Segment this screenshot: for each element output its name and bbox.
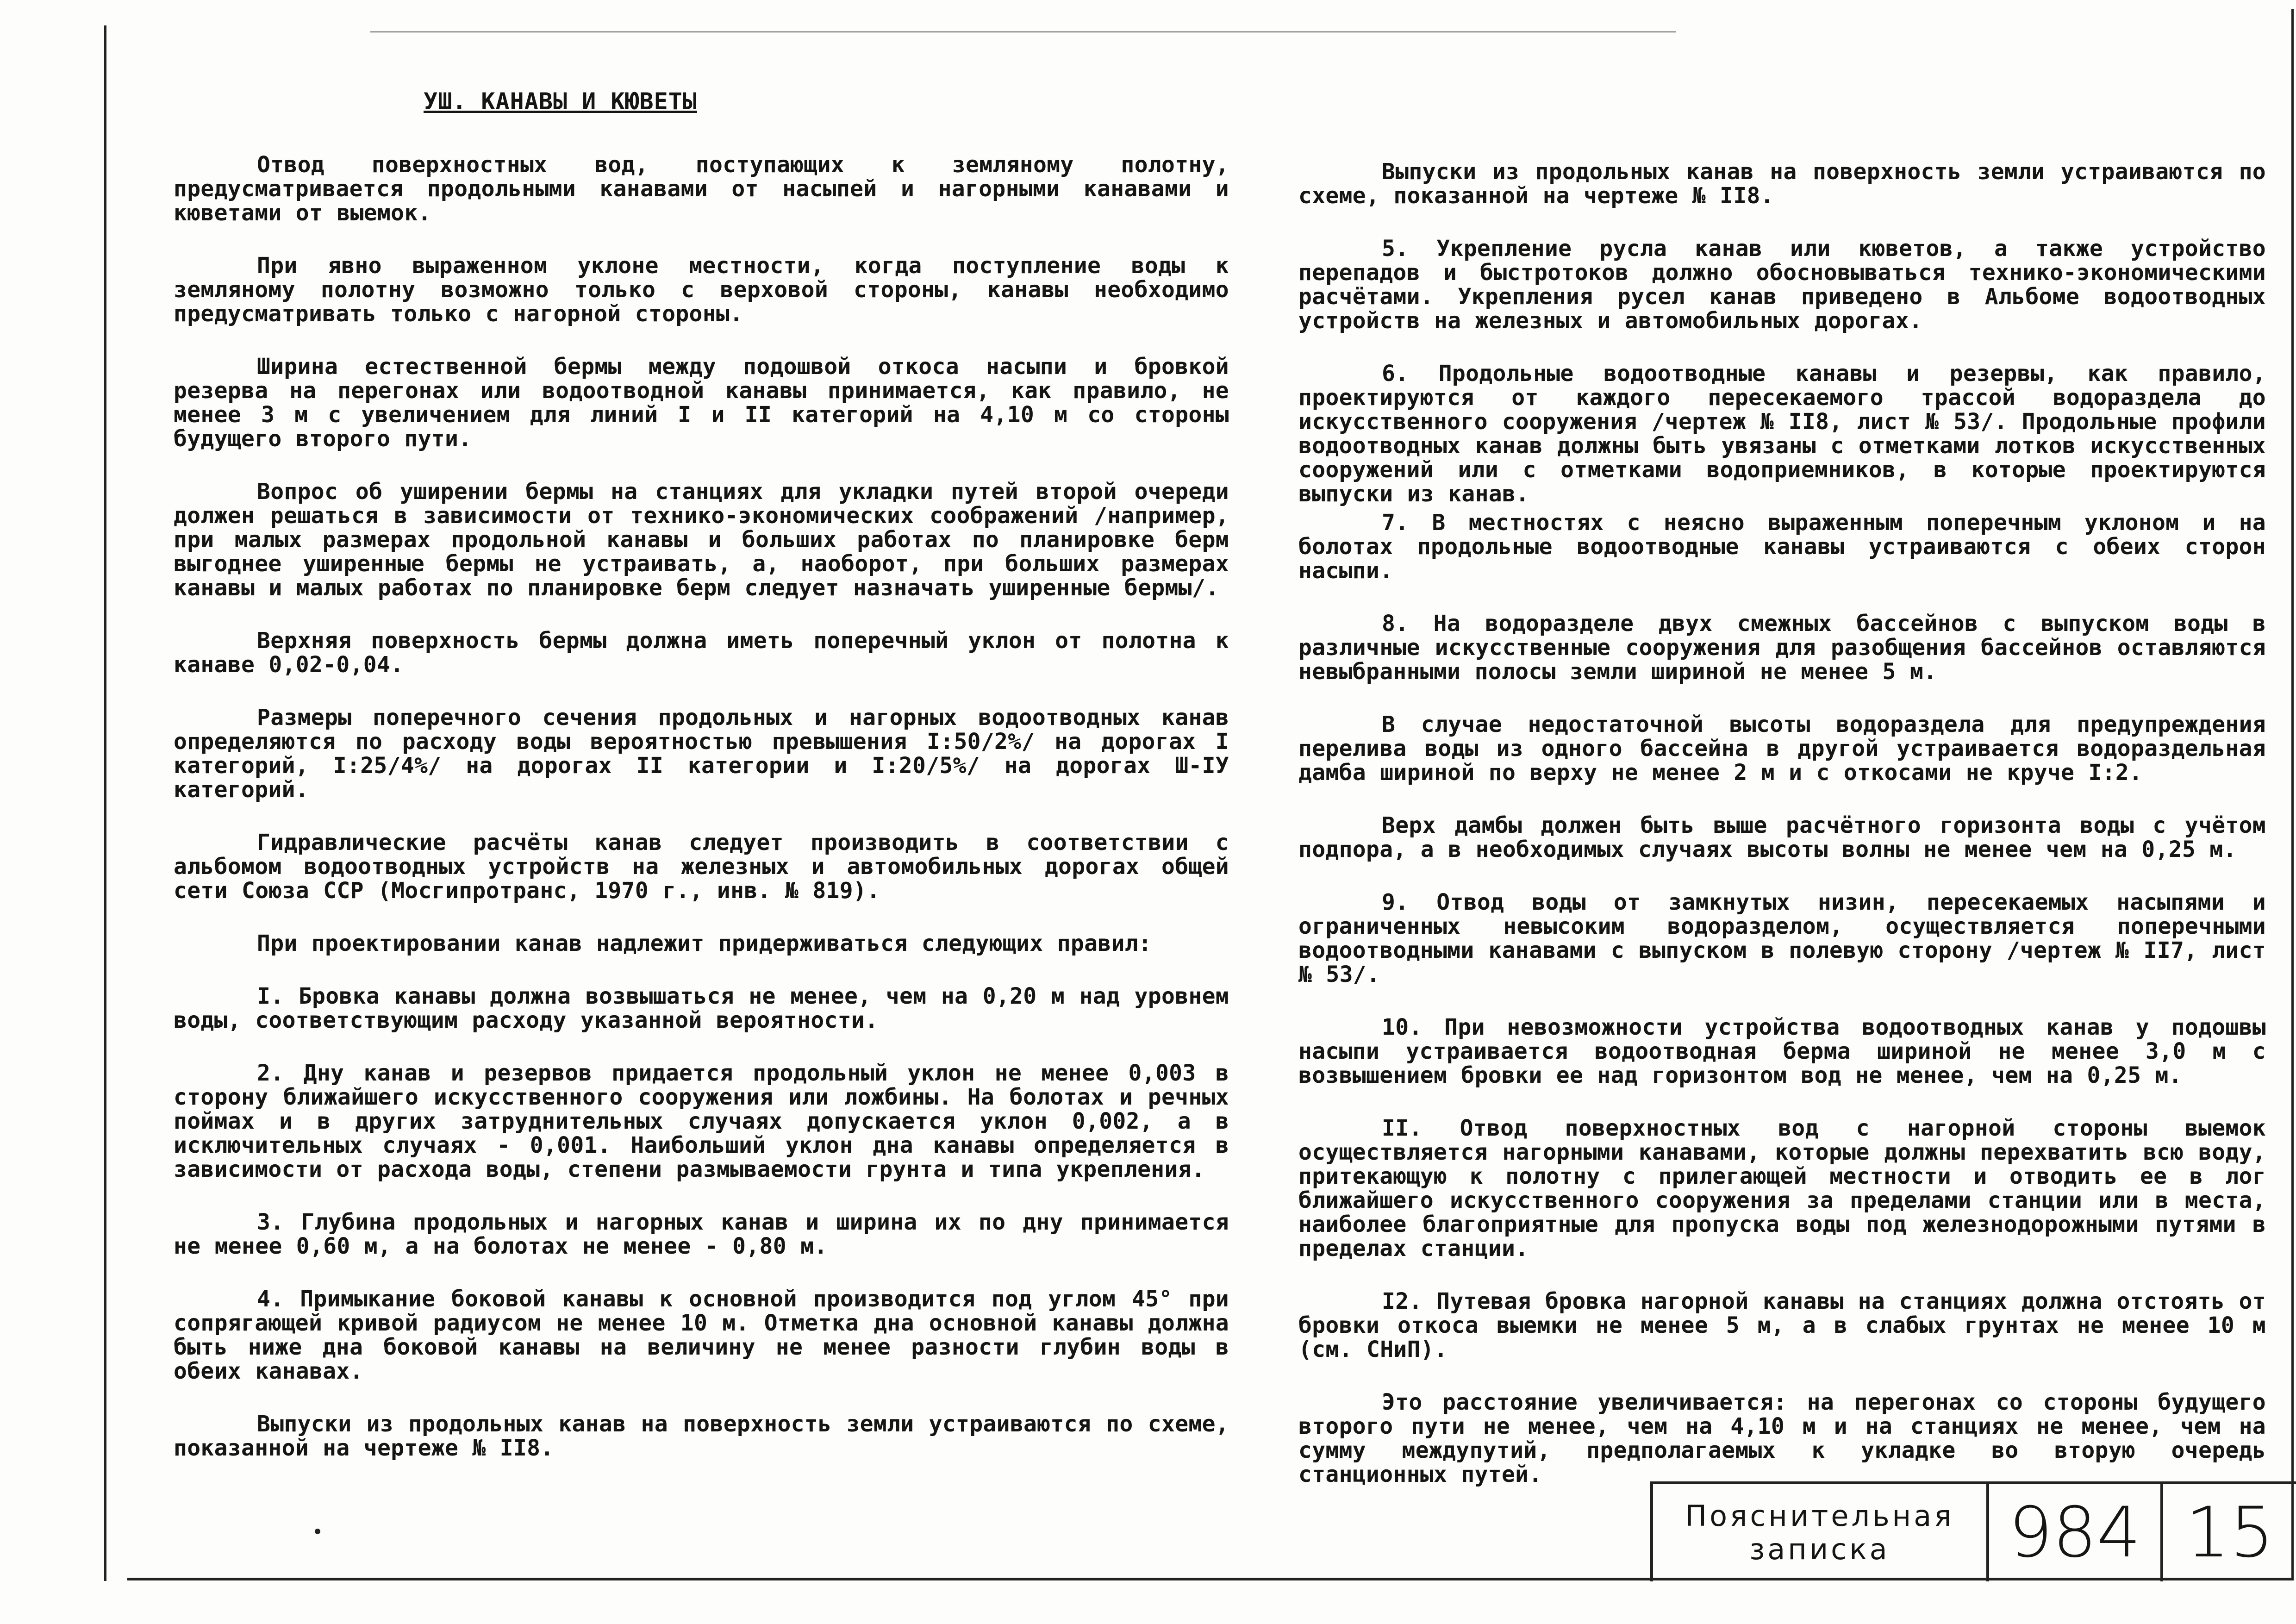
paragraph: Вопрос об уширении бермы на станциях для укладки путей второй очереди должен решаться в зависимости от технико-экономических соображений /например, при малых размерах продольной канавы и больших работах по планировке берм выгоднее уширенные бермы не устраивать, а, наоборот, при больших размерах канавы и малых работах по планировке берм следует назначать уширенные бермы/.: [174, 479, 1229, 601]
paragraph: Гидравлические расчёты канав следует производить в соответствии с альбомом водоотводных устройств на железных и автомобильных дорогах общей сети Союза ССР (Мосгипротранс, 1970 г., инв. № 819).: [174, 830, 1229, 904]
paragraph: 9. Отвод воды от замкнутых низин, пересекаемых насыпями и ограниченных невысоким водоразделом, осуществляется поперечными водоотводными канавами с выпуском в полевую сторону /чертеж № II7, лист № 53/.: [1298, 889, 2266, 987]
title-block-stamp: [1650, 1481, 2296, 1581]
paragraph: Выпуски из продольных канав на поверхность земли устраиваются по схеме, показанной на чертеже № II8.: [1298, 159, 2266, 209]
right-column: [1298, 160, 2266, 1515]
stamp-page-number: 15: [2185, 1493, 2274, 1573]
frame-left-border: [104, 25, 106, 1581]
paragraph: Ширина естественной бермы между подошвой откоса насыпи и бровкой резерва на перегонах или водоотводной канавы принимается, как правило, не менее 3 м с увеличением для линий I и II категорий на 4,10 м со стороны будущего второго пути.: [174, 354, 1229, 452]
left-column: [174, 153, 1229, 1489]
paragraph: I2. Путевая бровка нагорной канавы на станциях должна отстоять от бровки откоса выемки не менее 5 м, а в слабых грунтах не менее 10 м (см. СНиП).: [1298, 1288, 2266, 1362]
top-rule: [370, 31, 1676, 32]
paragraph: 5. Укрепление русла канав или кюветов, а также устройство перепадов и быстротоков должно обосновываться технико-экономическими расчётами. Укрепления русел канав приведено в Альбоме водоотводных устройств на железных и автомобильных дорогах.: [1298, 236, 2266, 334]
paragraph: 10. При невозможности устройства водоотводных канав у подошвы насыпи устраивается водоотводная берма шириной не менее 3,0 м с возвышением бровки ее над горизонтом вод не менее, чем на 0,25 м.: [1298, 1014, 2266, 1088]
paragraph: При проектировании канав надлежит придерживаться следующих правил:: [257, 931, 1152, 956]
stamp-document-number: 984: [1989, 1484, 2163, 1581]
paragraph: Это расстояние увеличивается: на перегонах со стороны будущего второго пути не менее, чем на 4,10 м и на станциях не менее, чем на сумму междупутий, предполагаемых к укладке во вторую очередь станционных путей.: [1298, 1389, 2266, 1487]
paragraph: II. Отвод поверхностных вод с нагорной стороны выемок осуществляется нагорными канавами, которые должны перехватить всю воду, притекающую к полотну с прилегающей местности и отводить ее в лог ближайшего искусственного сооружения за пределами станции или в места, наиболее благоприятные для пропуска воды под железнодорожными путями в пределах станции.: [1298, 1115, 2266, 1262]
paragraph: 3. Глубина продольных и нагорных канав и ширина их по дну принимается не менее 0,60 м, а на болотах не менее - 0,80 м.: [174, 1209, 1229, 1259]
frame-right-border: [2291, 9, 2294, 1580]
paragraph: 6. Продольные водоотводные канавы и резервы, как правило, проектируются от каждого пересекаемого трассой водораздела до искусственного сооружения /чертеж № II8, лист № 53/. Продольные профили водоотводных канав должны быть увязаны с отметками лотков искусственных сооружений или с отметками водоприемников, в которые проектируются выпуски из канав.: [1298, 361, 2266, 507]
paragraph: Верх дамбы должен быть выше расчётного горизонта воды с учётом подпора, а в необходимых случаях высоты волны не менее чем на 0,25 м.: [1298, 812, 2266, 862]
stamp-title-line1: Пояснительная: [1685, 1499, 1954, 1533]
paragraph: Размеры поперечного сечения продольных и нагорных водоотводных канав определяются по расходу воды вероятностью превышения I:50/2%/ на дорогах I категорий, I:25/4%/ на дорогах II категории и I:20/5%/ на дорогах Ш-IУ категорий.: [174, 705, 1229, 803]
paragraph: При явно выраженном уклоне местности, когда поступление воды к земляному полотну возможно только с верховой стороны, канавы необходимо предусматривать только с нагорной стороны.: [174, 253, 1229, 327]
paragraph: I. Бровка канавы должна возвышаться не менее, чем на 0,20 м над уровнем воды, соответствующим расходу указанной вероятности.: [174, 983, 1229, 1033]
ink-dot: [315, 1529, 320, 1534]
paragraph: Отвод поверхностных вод, поступающих к земляному полотну, предусматривается продольными канавами от насыпей и нагорными канавами и кюветами от выемок.: [174, 152, 1229, 226]
stamp-title: [1653, 1484, 1989, 1581]
section-heading: УШ. КАНАВЫ И КЮВЕТЫ: [424, 88, 697, 115]
paragraph: 4. Примыкание боковой канавы к основной производится под углом 45° при сопрягающей кривой радиусом не менее 10 м. Отметка дна основной канавы должна быть ниже дна боковой канавы на величину не менее разности глубин воды в обеих канавах.: [174, 1286, 1229, 1384]
paragraph: Выпуски из продольных канав на поверхность земли устраиваются по схеме, показанной на чертеже № II8.: [174, 1411, 1229, 1461]
paragraph: 2. Дну канав и резервов придается продольный уклон не менее 0,003 в сторону ближайшего искусственного сооружения или ложбины. На болотах и речных поймах и в других затруднительных случаях допускается уклон 0,002, а в исключительных случаях - 0,001. Наибольший уклон дна канавы определяется в зависимости от расхода воды, степени размываемости грунта и типа укрепления.: [174, 1060, 1229, 1182]
paragraph: Верхняя поверхность бермы должна иметь поперечный уклон от полотна к канаве 0,02-0,04.: [174, 628, 1229, 678]
stamp-title-line2: записка: [1749, 1532, 1890, 1566]
paragraph: 7. В местностях с неясно выраженным поперечным уклоном и на болотах продольные водоотводные канавы устраиваются с обеих сторон насыпи.: [1298, 510, 2266, 584]
paragraph: В случае недостаточной высоты водораздела для предупреждения перелива воды из одного бассейна в другой устраивается водораздельная дамба шириной по верху не менее 2 м и с откосами не круче I:2.: [1298, 712, 2266, 786]
paragraph: 8. На водоразделе двух смежных бассейнов с выпуском воды в различные искусственные сооружения для разобщения бассейнов оставляются невыбранными полосы земли шириной не менее 5 м.: [1298, 611, 2266, 685]
